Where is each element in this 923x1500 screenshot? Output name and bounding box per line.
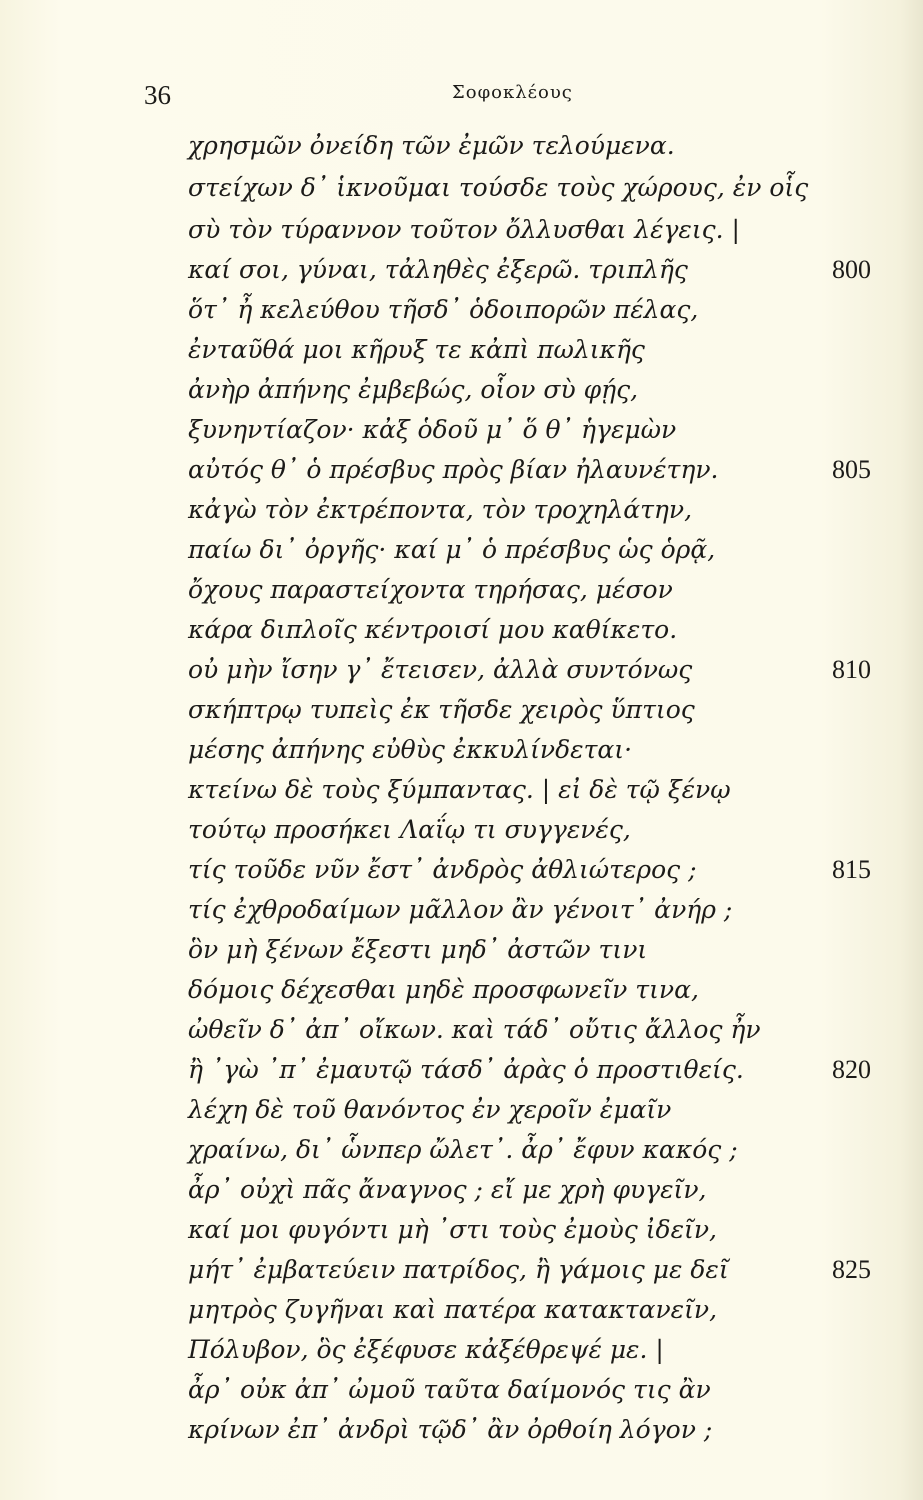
verse-line: κτείνω δὲ τοὺς ξύμπαντας. | εἰ δὲ τῷ ξένῳ [188, 775, 731, 804]
line-number: 815 [832, 855, 871, 884]
verse-line: ἐνταῦθά μοι κῆρυξ τε κἀπὶ πωλικῆς [188, 335, 645, 364]
verse-line: ἢ ᾽γὼ ᾽π᾽ ἐμαυτῷ τάσδ᾽ ἀρὰς ὁ προστιθείς. [188, 1055, 744, 1084]
verse-line: ἀνὴρ ἀπήνης ἐμβεβώς, οἷον σὺ φῄς, [188, 375, 639, 404]
verse-line: τίς ἐχθροδαίμων μᾶλλον ἂν γένοιτ᾽ ἀνήρ ; [188, 895, 733, 924]
page-number: 36 [144, 80, 171, 110]
verse-line: οὐ μὴν ἴσην γ᾽ ἔτεισεν, ἀλλὰ συντόνως [188, 655, 693, 684]
line-number: 810 [832, 655, 871, 684]
verse-line: χρησμῶν ὀνείδη τῶν ἐμῶν τελούμενα. [188, 131, 675, 160]
verse-line: μητρὸς ζυγῆναι καὶ πατέρα κατακτανεῖν, [188, 1295, 718, 1324]
verse-line: ἆρ᾽ οὐχὶ πᾶς ἄναγνος ; εἴ με χρὴ φυγεῖν, [188, 1175, 707, 1204]
verse-line: χραίνω, δι᾽ ὧνπερ ὤλετ᾽. ἆρ᾽ ἔφυν κακός ; [188, 1135, 738, 1164]
line-number: 805 [832, 455, 871, 484]
verse-line: κάρα διπλοῖς κέντροισί μου καθίκετο. [188, 615, 678, 644]
verse-line: ὅτ᾽ ἦ κελεύθου τῆσδ᾽ ὁδοιπορῶν πέλας, [188, 295, 699, 324]
verse-line: ἆρ᾽ οὐκ ἀπ᾽ ὠμοῦ ταῦτα δαίμονός τις ἂν [188, 1375, 711, 1404]
verse-line: δόμοις δέχεσθαι μηδὲ προσφωνεῖν τινα, [188, 975, 699, 1004]
verse-line: αὐτός θ᾽ ὁ πρέσβυς πρὸς βίαν ἠλαυνέτην. [188, 455, 719, 484]
verse-line: λέχη δὲ τοῦ θανόντος ἐν χεροῖν ἐμαῖν [188, 1095, 672, 1124]
verse-line: σὺ τὸν τύραννον τοῦτον ὄλλυσθαι λέγεις. | [188, 215, 740, 244]
verse-line: ὠθεῖν δ᾽ ἀπ᾽ οἴκων. καὶ τάδ᾽ οὔτις ἄλλος ἦν [188, 1015, 761, 1044]
verse-line: ξυνηντίαζον· κἀξ ὁδοῦ μ᾽ ὅ θ᾽ ἡγεμὼν [188, 415, 677, 444]
verse-line: κἀγὼ τὸν ἐκτρέποντα, τὸν τροχηλάτην, [188, 495, 693, 524]
verse-line: τίς τοῦδε νῦν ἔστ᾽ ἀνδρὸς ἀθλιώτερος ; [188, 855, 697, 884]
verse-line: στείχων δ᾽ ἱκνοῦμαι τούσδε τοὺς χώρους, ἐν οἷς [188, 173, 809, 202]
verse-line: ὄχους παραστείχοντα τηρήσας, μέσον [188, 575, 673, 604]
line-number: 825 [832, 1255, 871, 1284]
verse-line: παίω δι᾽ ὀργῆς· καί μ᾽ ὁ πρέσβυς ὡς ὁρᾷ, [188, 535, 716, 564]
verse-line: ὃν μὴ ξένων ἔξεστι μηδ᾽ ἀστῶν τινι [188, 935, 648, 964]
verse-line: μέσης ἀπήνης εὐθὺς ἐκκυλίνδεται· [188, 735, 633, 764]
verse-line: τούτῳ προσήκει Λαΐῳ τι συγγενές, [188, 815, 631, 844]
verse-line: καί μοι φυγόντι μὴ ᾽στι τοὺς ἐμοὺς ἰδεῖν, [188, 1215, 717, 1244]
verse-line: μήτ᾽ ἐμβατεύειν πατρίδος, ἢ γάμοις με δεῖ [188, 1255, 729, 1284]
line-number: 800 [832, 255, 871, 284]
verse-line: Πόλυβον, ὃς ἐξέφυσε κἀξέθρεψέ με. | [188, 1335, 664, 1364]
verse-line: κρίνων ἐπ᾽ ἀνδρὶ τῷδ᾽ ἂν ὀρθοίη λόγον ; [188, 1415, 713, 1444]
line-number: 820 [832, 1055, 871, 1084]
verse-line: καί σοι, γύναι, τἀληθὲς ἐξερῶ. τριπλῆς [188, 255, 688, 284]
running-head: Σοφοκλέους [452, 82, 573, 103]
verse-line: σκήπτρῳ τυπεὶς ἐκ τῆσδε χειρὸς ὕπτιος [188, 695, 695, 724]
